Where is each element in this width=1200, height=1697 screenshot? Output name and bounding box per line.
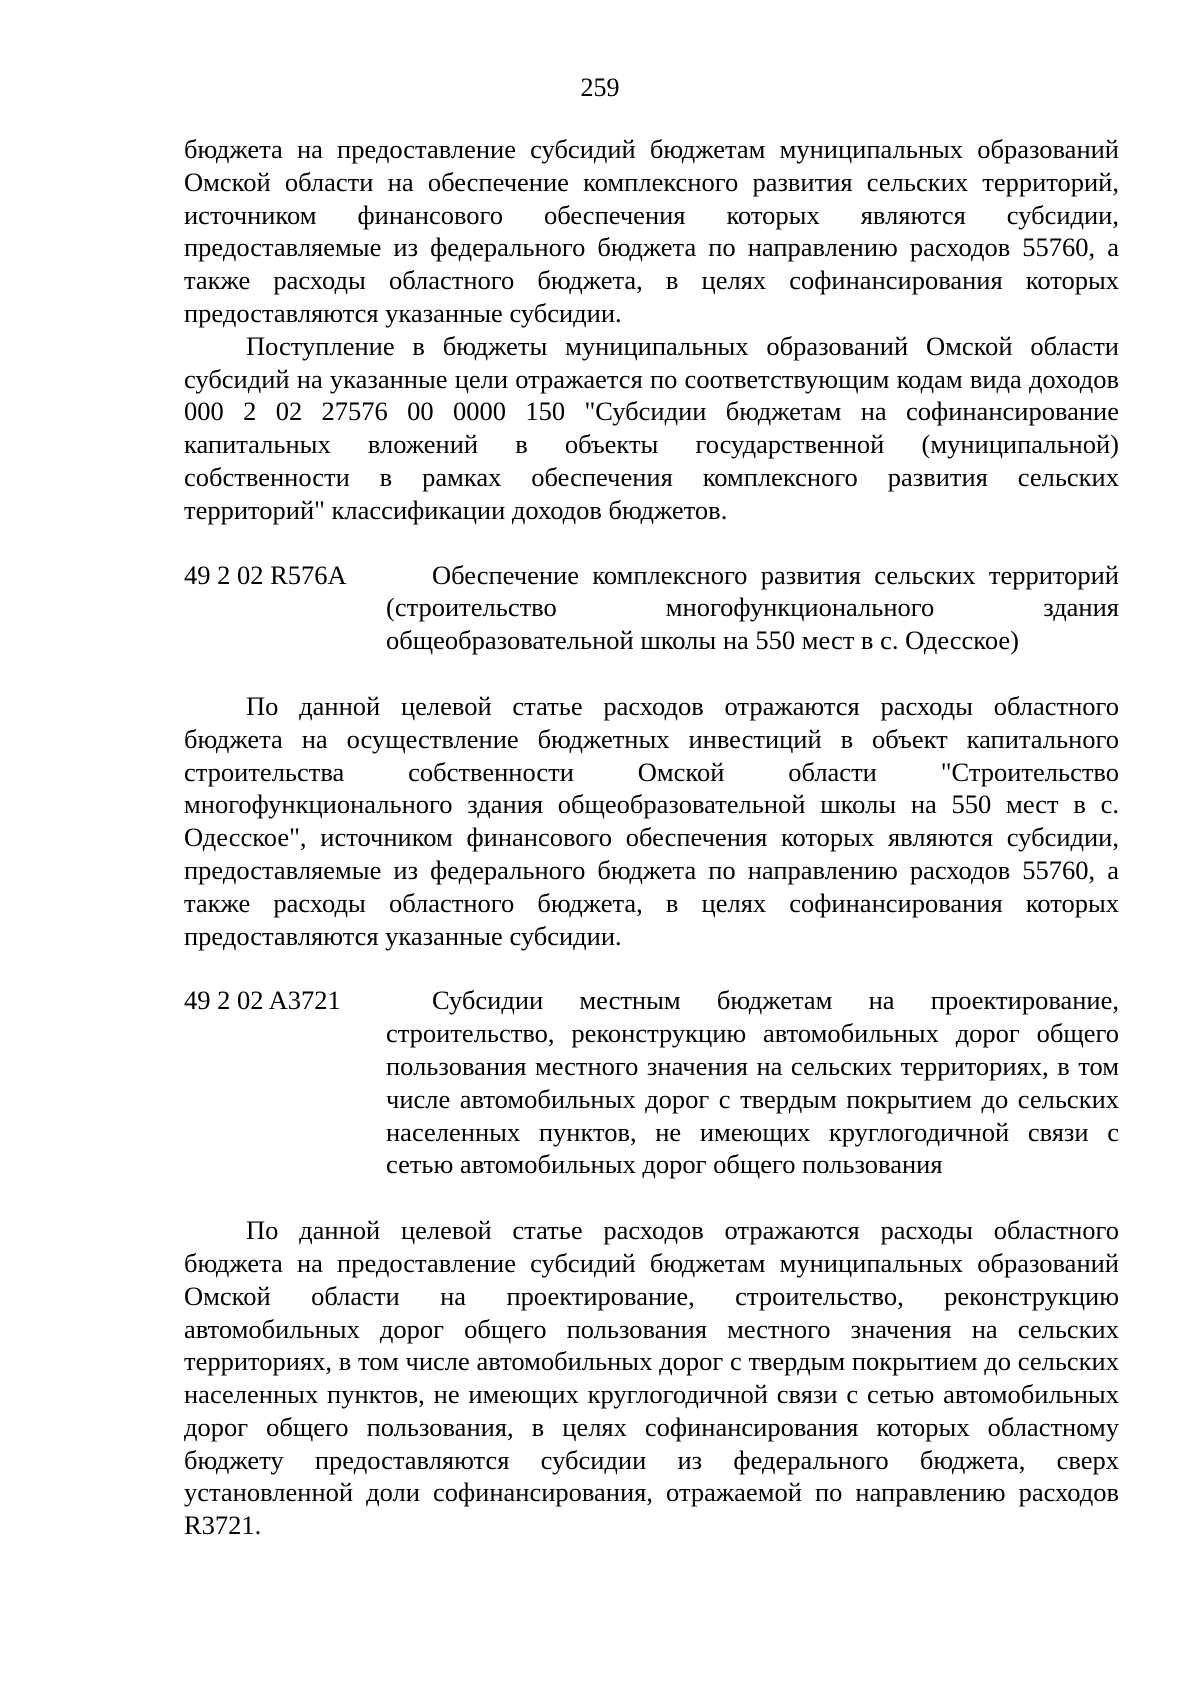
budget-code: 49 2 02 R576A [184,559,347,590]
spacer [184,952,1119,984]
budget-code: 49 2 02 A3721 [184,985,341,1016]
paragraph-school-construction: По данной целевой статье расходов отражаются расходы областного бюджета на осуществление бюджетных инвестиций в объект капитального строительства собственности Омской области "Строительство многофункционального здания общеобразовательной школы на 550 мест в с. Одесское", источником финансового обеспечения которых являются субсидии, предоставляемые из федерального бюджета по направлению расходов 55760, а также расходы областного бюджета, в целях софинансирования которых предоставляются указанные субсидии. [184,690,1119,951]
paragraph-income-classification: Поступление в бюджеты муниципальных образований Омской области субсидий на указанные цели отражается по соответствующим кодам вида доходов 000 2 02 27576 00 0000 150 "Субсидии бюджетам на софинансирование капитальных вложений в объекты государственной (муниципальной) собственности в рамках обеспечения комплексного развития сельских территорий" классификации доходов бюджетов. [184,330,1119,525]
spacer [184,1181,1119,1214]
budget-code-title: Обеспечение комплексного развития сельских территорий (строительство многофункционального здания общеобразовательной школы на 550 мест в с. Одесское) [386,559,1119,656]
document-body [184,133,1119,1542]
spacer [184,657,1119,690]
page-number: 259 [580,73,620,102]
budget-code-title: Субсидии местным бюджетам на проектирование, строительство, реконструкцию автомобильных дорог общего пользования местного значения на сельских территориях, в том числе автомобильных дорог с твердым покрытием до сельских населенных пунктов, не имеющих круглогодичной связи с сетью автомобильных дорог общего пользования [386,985,1119,1180]
budget-code-entry [184,984,1119,1181]
budget-code-entry [184,559,1119,657]
spacer [184,527,1119,559]
paragraph-road-subsidies: По данной целевой статье расходов отражаются расходы областного бюджета на предоставление субсидий бюджетам муниципальных образований Омской области на проектирование, строительство, реконструкцию автомобильных дорог общего пользования местного значения на сельских территориях, в том числе автомобильных дорог с твердым покрытием до сельских населенных пунктов, не имеющих круглогодичной связи с сетью автомобильных дорог общего пользования, в целях софинансирования которых областному бюджету предоставляются субсидии из федерального бюджета, сверх установленной доли софинансирования, отражаемой по направлению расходов R3721. [184,1215,1119,1541]
paragraph-continuation: бюджета на предоставление субсидий бюджетам муниципальных образований Омской области на обеспечение комплексного развития сельских территорий, источником финансового обеспечения которых являются субсидии, предоставляемые из федерального бюджета по направлению расходов 55760, а также расходы областного бюджета, в целях софинансирования которых предоставляются указанные субсидии. [184,134,1119,328]
